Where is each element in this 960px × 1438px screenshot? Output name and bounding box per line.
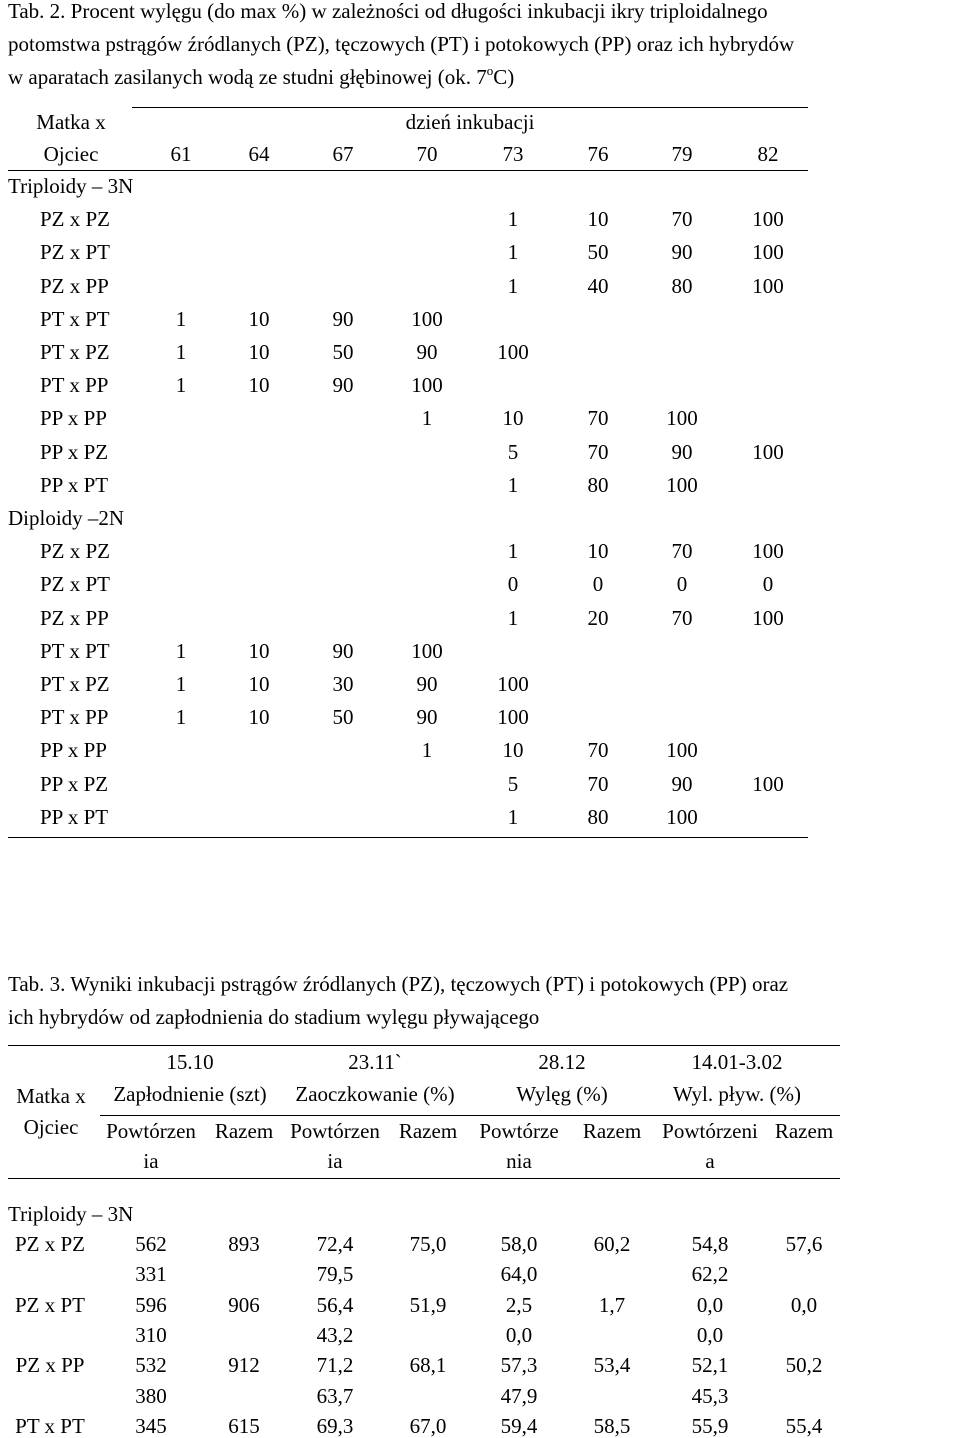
table-cell: 90: [332, 638, 354, 663]
table-cell: 0,0: [790, 1292, 818, 1317]
table-cell: 71,2: [316, 1353, 354, 1378]
cross-label: PZ x PT: [14, 1292, 85, 1317]
table-cell: 1: [175, 340, 187, 364]
table-cell: 53,4: [593, 1353, 631, 1378]
day-header: 79: [671, 142, 693, 166]
degree-superscript: o: [486, 63, 494, 78]
table-cell: 5: [507, 771, 519, 796]
cross-label: PP x PP: [40, 406, 107, 431]
table-cell: 55,4: [785, 1413, 823, 1438]
stage-name: Zapłodnienie (szt): [113, 1082, 267, 1106]
table-cell: 100: [411, 306, 443, 331]
sub-header-repetitions: Powtórzeni: [662, 1119, 758, 1143]
table-cell: 80: [671, 273, 693, 298]
table-cell: 10: [502, 406, 524, 431]
cross-label: PZ x PP: [40, 273, 109, 298]
caption-text-end: C): [493, 65, 515, 89]
table-cell: 80: [587, 472, 609, 497]
table-cell: 59,4: [500, 1413, 538, 1438]
table-cell: 1: [507, 539, 519, 564]
table-cell: 100: [666, 738, 698, 763]
table2-top-rule: [132, 107, 808, 108]
table-cell: 1: [421, 738, 433, 763]
table-cell: 10: [248, 672, 270, 696]
table-cell: 912: [228, 1353, 260, 1378]
table-cell: 1: [175, 638, 187, 663]
table-cell: 50: [587, 240, 609, 265]
table-cell: 906: [228, 1292, 260, 1317]
cross-label: PZ x PZ: [40, 539, 111, 564]
cross-label: PZ x PP: [15, 1353, 85, 1378]
table-cell: 70: [587, 439, 609, 464]
table-cell: 615: [228, 1413, 260, 1438]
header-cross-mother: Matka x: [16, 1084, 86, 1108]
table-cell: 100: [497, 340, 529, 364]
table-cell: 1: [507, 207, 519, 232]
table-cell: 2,5: [505, 1292, 533, 1317]
table-cell: 1: [507, 804, 519, 829]
table-cell: 1: [175, 306, 187, 331]
table-cell: 310: [135, 1322, 167, 1347]
table3-caption: [8, 968, 956, 1034]
table2-header-rule: [8, 170, 808, 171]
cross-label: PZ x PZ: [40, 207, 111, 232]
table-cell: 100: [411, 373, 443, 398]
table2-caption: [8, 0, 956, 94]
caption-line: [8, 61, 956, 94]
table-cell: 51,9: [409, 1292, 447, 1317]
day-header: 67: [332, 142, 354, 166]
table-cell: 63,7: [316, 1383, 354, 1408]
table-cell: 50: [332, 340, 354, 364]
stage-name: Zaoczkowanie (%): [295, 1082, 455, 1106]
table-cell: 70: [671, 207, 693, 232]
cross-label: PT x PT: [15, 1413, 85, 1438]
table-cell: 68,1: [409, 1353, 447, 1378]
stage-date: 14.01-3.02: [691, 1050, 783, 1074]
cross-label: PP x PT: [40, 472, 109, 497]
header-cross-father: Ojciec: [23, 1115, 79, 1139]
table-cell: 100: [497, 672, 529, 696]
cross-label: PP x PZ: [40, 771, 109, 796]
table-cell: 562: [135, 1232, 167, 1256]
table-cell: 69,3: [316, 1413, 354, 1438]
caption-line: Tab. 3. Wyniki inkubacji pstrągów źródlanych (PZ), tęczowych (PT) i potokowych (PP) oraz: [8, 972, 789, 996]
stage-name: Wyl. pływ. (%): [672, 1082, 801, 1106]
stage-date: 23.11`: [348, 1050, 402, 1074]
table-cell: 0: [592, 572, 604, 597]
cross-label: PT x PZ: [40, 672, 110, 696]
table-cell: 1: [175, 373, 187, 398]
table-cell: 30: [332, 672, 354, 696]
table-cell: 1,7: [598, 1292, 626, 1317]
day-header: 64: [248, 142, 270, 166]
sub-header-repetitions-wrap: ia: [327, 1149, 343, 1173]
table-cell: 90: [671, 771, 693, 796]
table-cell: 67,0: [409, 1413, 447, 1438]
cross-label: PP x PZ: [40, 439, 109, 464]
table-cell: 10: [248, 638, 270, 663]
table-cell: 0,0: [696, 1322, 724, 1347]
table-cell: 596: [135, 1292, 167, 1317]
table-cell: 20: [587, 605, 609, 630]
table-cell: 43,2: [316, 1322, 354, 1347]
table-cell: 100: [752, 207, 784, 232]
cross-label: PZ x PZ: [14, 1232, 85, 1256]
day-header: 73: [502, 142, 524, 166]
table-cell: 50,2: [785, 1353, 823, 1378]
table-cell: 100: [752, 771, 784, 796]
caption-line: Tab. 2. Procent wylęgu (do max %) w zależności od długości inkubacji ikry triploidalnego: [8, 0, 768, 23]
table-cell: 64,0: [500, 1262, 538, 1287]
table-cell: 10: [502, 738, 524, 763]
table-cell: 70: [587, 738, 609, 763]
table-cell: 10: [587, 539, 609, 564]
caption-line: potomstwa pstrągów źródlanych (PZ), tęczowych (PT) i potokowych (PP) oraz ich hybrydów: [8, 32, 795, 56]
table-cell: 100: [752, 539, 784, 564]
sub-header-repetitions-wrap: nia: [506, 1149, 532, 1173]
table-cell: 100: [752, 240, 784, 265]
header-cross-mother: Matka x: [36, 110, 106, 134]
table-cell: 56,4: [316, 1292, 354, 1317]
sub-header-total: Razem: [214, 1119, 274, 1143]
table-cell: 100: [666, 472, 698, 497]
table-cell: 100: [752, 605, 784, 630]
table3-mid-rule: [100, 1115, 840, 1116]
table-cell: 100: [752, 273, 784, 298]
table-cell: 79,5: [316, 1262, 354, 1287]
sub-header-total: Razem: [398, 1119, 458, 1143]
table-cell: 100: [411, 638, 443, 663]
cross-label: PZ x PT: [40, 240, 111, 265]
table-cell: 90: [416, 705, 438, 730]
table-cell: 10: [248, 306, 270, 331]
table-cell: 0: [762, 572, 774, 597]
table-cell: 100: [666, 804, 698, 829]
cross-label: PT x PP: [40, 705, 109, 730]
table-cell: 90: [671, 439, 693, 464]
group-label: Triploidy – 3N: [8, 174, 134, 198]
table-cell: 1: [175, 705, 187, 730]
table-cell: 50: [332, 705, 354, 730]
header-cross-father: Ojciec: [43, 142, 99, 166]
cross-label: PT x PZ: [40, 340, 110, 364]
table2-bottom-rule: [8, 837, 808, 838]
day-header: 76: [587, 142, 609, 166]
table-cell: 0: [507, 572, 519, 597]
sub-header-total: Razem: [582, 1119, 642, 1143]
sub-header-repetitions-wrap: a: [705, 1149, 715, 1173]
table-cell: 0,0: [505, 1322, 533, 1347]
table-cell: 100: [666, 406, 698, 431]
stage-date: 28.12: [538, 1050, 586, 1074]
sub-header-repetitions: Powtórze: [479, 1119, 559, 1143]
table-cell: 331: [135, 1262, 167, 1287]
table-cell: 80: [587, 804, 609, 829]
table-cell: 5: [507, 439, 519, 464]
table-cell: 1: [507, 273, 519, 298]
cross-label: PP x PT: [40, 804, 109, 829]
day-header: 82: [757, 142, 779, 166]
table-cell: 10: [248, 705, 270, 730]
table-cell: 54,8: [691, 1232, 729, 1256]
sub-header-repetitions: Powtórzen: [290, 1119, 380, 1143]
table-cell: 893: [228, 1232, 260, 1256]
table-cell: 345: [135, 1413, 167, 1438]
sub-header-total: Razem: [774, 1119, 834, 1143]
table-cell: 90: [332, 306, 354, 331]
table-cell: 47,9: [500, 1383, 538, 1408]
table-cell: 70: [671, 539, 693, 564]
table-cell: 10: [248, 340, 270, 364]
table-cell: 45,3: [691, 1383, 729, 1408]
table-cell: 75,0: [409, 1232, 447, 1256]
header-days-title: dzień inkubacji: [405, 110, 535, 134]
group-label: Triploidy – 3N: [8, 1202, 134, 1226]
table-cell: 55,9: [691, 1413, 729, 1438]
table-cell: 1: [507, 605, 519, 630]
day-header: 70: [416, 142, 438, 166]
table3-header-rule: [8, 1178, 840, 1179]
table-cell: 0: [676, 572, 688, 597]
day-header: 61: [170, 142, 192, 166]
table-cell: 1: [175, 672, 187, 696]
table-cell: 100: [752, 439, 784, 464]
table-cell: 58,0: [500, 1232, 538, 1256]
table-cell: 52,1: [691, 1353, 729, 1378]
table-cell: 1: [507, 240, 519, 265]
cross-label: PZ x PP: [40, 605, 109, 630]
table-cell: 70: [587, 771, 609, 796]
table-cell: 10: [248, 373, 270, 398]
table-cell: 57,3: [500, 1353, 538, 1378]
cross-label: PT x PP: [40, 373, 109, 398]
table-cell: 70: [671, 605, 693, 630]
table-cell: 62,2: [691, 1262, 729, 1287]
table3-top-rule: [8, 1045, 840, 1046]
table-cell: 58,5: [593, 1413, 631, 1438]
table-cell: 0,0: [696, 1292, 724, 1317]
cross-label: PP x PP: [40, 738, 107, 763]
sub-header-repetitions-wrap: ia: [143, 1149, 159, 1173]
table-cell: 1: [421, 406, 433, 431]
table-cell: 72,4: [316, 1232, 354, 1256]
group-label: Diploidy –2N: [8, 506, 125, 530]
table-cell: 10: [587, 207, 609, 232]
stage-date: 15.10: [166, 1050, 214, 1074]
table-cell: 1: [507, 472, 519, 497]
caption-line: ich hybrydów od zapłodnienia do stadium wylęgu pływającego: [8, 1005, 540, 1029]
table-cell: 57,6: [785, 1232, 823, 1256]
table-cell: 532: [135, 1353, 167, 1378]
caption-text: w aparatach zasilanych wodą ze studni głębinowej (ok. 7: [8, 65, 487, 89]
table-cell: 90: [671, 240, 693, 265]
cross-label: PZ x PT: [40, 572, 111, 597]
table-cell: 100: [497, 705, 529, 730]
table-cell: 60,2: [593, 1232, 631, 1256]
sub-header-repetitions: Powtórzen: [106, 1119, 196, 1143]
cross-label: PT x PT: [40, 306, 110, 331]
table-cell: 90: [416, 672, 438, 696]
cross-label: PT x PT: [40, 638, 110, 663]
table-cell: 70: [587, 406, 609, 431]
table-cell: 90: [332, 373, 354, 398]
table-cell: 380: [135, 1383, 167, 1408]
table-cell: 40: [587, 273, 609, 298]
table-cell: 90: [416, 340, 438, 364]
stage-name: Wylęg (%): [516, 1082, 608, 1106]
